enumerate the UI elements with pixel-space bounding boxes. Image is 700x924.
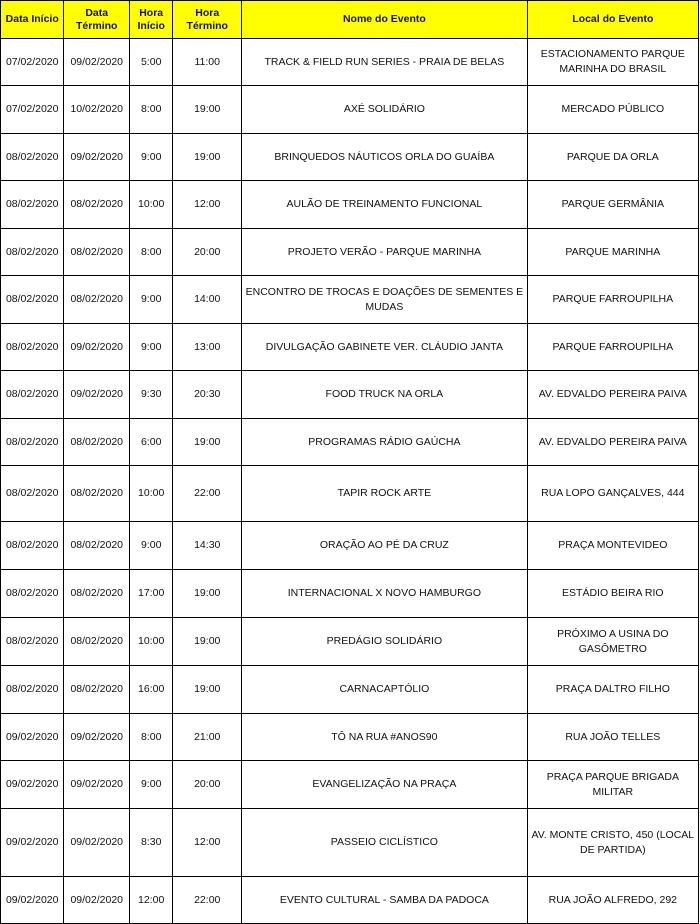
table-row bbox=[1, 39, 699, 86]
table-row bbox=[1, 181, 699, 229]
cell-data-inicio: 09/02/2020 bbox=[1, 714, 64, 761]
cell-data-termino: 09/02/2020 bbox=[64, 134, 130, 181]
cell-nome-evento: ORAÇÃO AO PÉ DA CRUZ bbox=[242, 522, 528, 570]
cell-local-evento: PRAÇA MONTEVIDEO bbox=[527, 522, 698, 570]
cell-nome-evento: INTERNACIONAL X NOVO HAMBURGO bbox=[242, 570, 528, 618]
cell-hora-inicio: 5:00 bbox=[130, 39, 173, 86]
cell-local-evento: AV. EDVALDO PEREIRA PAIVA bbox=[527, 419, 698, 466]
cell-data-termino: 09/02/2020 bbox=[64, 324, 130, 371]
cell-hora-inicio: 8:00 bbox=[130, 229, 173, 276]
cell-nome-evento: PREDÁGIO SOLIDÁRIO bbox=[242, 618, 528, 666]
cell-hora-inicio: 10:00 bbox=[130, 181, 173, 229]
cell-hora-inicio: 16:00 bbox=[130, 666, 173, 714]
cell-local-evento: MERCADO PÚBLICO bbox=[527, 86, 698, 134]
table-row bbox=[1, 466, 699, 522]
cell-nome-evento: CARNACAPTÓLIO bbox=[242, 666, 528, 714]
cell-nome-evento: TÔ NA RUA #ANOS90 bbox=[242, 714, 528, 761]
cell-hora-termino: 19:00 bbox=[173, 666, 242, 714]
cell-nome-evento: PROJETO VERÃO - PARQUE MARINHA bbox=[242, 229, 528, 276]
table-row bbox=[1, 570, 699, 618]
table-row bbox=[1, 86, 699, 134]
cell-hora-inicio: 12:00 bbox=[130, 877, 173, 924]
cell-data-inicio: 08/02/2020 bbox=[1, 618, 64, 666]
cell-local-evento: ESTÁDIO BEIRA RIO bbox=[527, 570, 698, 618]
cell-nome-evento: PROGRAMAS RÁDIO GAÚCHA bbox=[242, 419, 528, 466]
table-row bbox=[1, 761, 699, 809]
cell-local-evento: RUA JOÃO TELLES bbox=[527, 714, 698, 761]
cell-local-evento: PARQUE FARROUPILHA bbox=[527, 276, 698, 324]
cell-nome-evento: TRACK & FIELD RUN SERIES - PRAIA DE BELAS bbox=[242, 39, 528, 86]
cell-hora-termino: 21:00 bbox=[173, 714, 242, 761]
cell-nome-evento: AULÃO DE TREINAMENTO FUNCIONAL bbox=[242, 181, 528, 229]
cell-data-inicio: 08/02/2020 bbox=[1, 371, 64, 419]
cell-local-evento: RUA LOPO GANÇALVES, 444 bbox=[527, 466, 698, 522]
cell-data-termino: 10/02/2020 bbox=[64, 86, 130, 134]
cell-nome-evento: FOOD TRUCK NA ORLA bbox=[242, 371, 528, 419]
cell-local-evento: PRÓXIMO A USINA DO GASÔMETRO bbox=[527, 618, 698, 666]
cell-hora-termino: 12:00 bbox=[173, 809, 242, 877]
table-row bbox=[1, 324, 699, 371]
cell-data-termino: 08/02/2020 bbox=[64, 229, 130, 276]
header-row bbox=[1, 1, 699, 39]
cell-hora-termino: 11:00 bbox=[173, 39, 242, 86]
cell-local-evento: PARQUE GERMÂNIA bbox=[527, 181, 698, 229]
cell-data-inicio: 09/02/2020 bbox=[1, 877, 64, 924]
cell-data-termino: 08/02/2020 bbox=[64, 666, 130, 714]
cell-data-termino: 09/02/2020 bbox=[64, 714, 130, 761]
table-row bbox=[1, 276, 699, 324]
cell-nome-evento: PASSEIO CICLÍSTICO bbox=[242, 809, 528, 877]
cell-local-evento: PARQUE DA ORLA bbox=[527, 134, 698, 181]
cell-hora-termino: 14:30 bbox=[173, 522, 242, 570]
cell-data-inicio: 08/02/2020 bbox=[1, 229, 64, 276]
table-row bbox=[1, 419, 699, 466]
cell-data-inicio: 08/02/2020 bbox=[1, 666, 64, 714]
table-row bbox=[1, 666, 699, 714]
cell-data-inicio: 07/02/2020 bbox=[1, 86, 64, 134]
cell-data-inicio: 08/02/2020 bbox=[1, 134, 64, 181]
cell-local-evento: RUA JOÃO ALFREDO, 292 bbox=[527, 877, 698, 924]
table-row bbox=[1, 229, 699, 276]
cell-hora-inicio: 9:30 bbox=[130, 371, 173, 419]
table-row bbox=[1, 522, 699, 570]
table-row bbox=[1, 134, 699, 181]
cell-hora-termino: 19:00 bbox=[173, 134, 242, 181]
cell-data-termino: 08/02/2020 bbox=[64, 276, 130, 324]
cell-hora-termino: 12:00 bbox=[173, 181, 242, 229]
cell-local-evento: AV. MONTE CRISTO, 450 (LOCAL DE PARTIDA) bbox=[527, 809, 698, 877]
header-data-termino: Data Término bbox=[64, 1, 130, 39]
table-row bbox=[1, 809, 699, 877]
table-row bbox=[1, 371, 699, 419]
header-nome-evento: Nome do Evento bbox=[242, 1, 528, 39]
cell-hora-termino: 19:00 bbox=[173, 419, 242, 466]
cell-data-termino: 08/02/2020 bbox=[64, 419, 130, 466]
table-row bbox=[1, 877, 699, 924]
cell-data-termino: 08/02/2020 bbox=[64, 570, 130, 618]
cell-hora-inicio: 8:00 bbox=[130, 86, 173, 134]
table-row bbox=[1, 714, 699, 761]
cell-hora-termino: 14:00 bbox=[173, 276, 242, 324]
cell-hora-inicio: 9:00 bbox=[130, 324, 173, 371]
cell-local-evento: PRAÇA DALTRO FILHO bbox=[527, 666, 698, 714]
cell-data-termino: 09/02/2020 bbox=[64, 39, 130, 86]
cell-hora-inicio: 6:00 bbox=[130, 419, 173, 466]
cell-data-inicio: 09/02/2020 bbox=[1, 761, 64, 809]
cell-nome-evento: AXÉ SOLIDÁRIO bbox=[242, 86, 528, 134]
cell-data-termino: 08/02/2020 bbox=[64, 466, 130, 522]
cell-data-termino: 09/02/2020 bbox=[64, 761, 130, 809]
cell-data-inicio: 07/02/2020 bbox=[1, 39, 64, 86]
cell-nome-evento: BRINQUEDOS NÁUTICOS ORLA DO GUAÍBA bbox=[242, 134, 528, 181]
cell-hora-inicio: 8:30 bbox=[130, 809, 173, 877]
cell-data-termino: 09/02/2020 bbox=[64, 877, 130, 924]
cell-hora-termino: 22:00 bbox=[173, 466, 242, 522]
cell-hora-inicio: 17:00 bbox=[130, 570, 173, 618]
cell-data-inicio: 08/02/2020 bbox=[1, 276, 64, 324]
table-header bbox=[1, 1, 699, 39]
cell-hora-inicio: 9:00 bbox=[130, 761, 173, 809]
cell-data-termino: 08/02/2020 bbox=[64, 522, 130, 570]
header-hora-inicio: Hora Início bbox=[130, 1, 173, 39]
cell-local-evento: PRAÇA PARQUE BRIGADA MILITAR bbox=[527, 761, 698, 809]
cell-hora-termino: 19:00 bbox=[173, 618, 242, 666]
cell-hora-termino: 20:00 bbox=[173, 761, 242, 809]
cell-nome-evento: ENCONTRO DE TROCAS E DOAÇÕES DE SEMENTES E MUDAS bbox=[242, 276, 528, 324]
cell-data-termino: 09/02/2020 bbox=[64, 809, 130, 877]
cell-hora-inicio: 9:00 bbox=[130, 276, 173, 324]
cell-hora-termino: 20:00 bbox=[173, 229, 242, 276]
table-row bbox=[1, 618, 699, 666]
cell-hora-inicio: 8:00 bbox=[130, 714, 173, 761]
cell-nome-evento: DIVULGAÇÃO GABINETE VER. CLÁUDIO JANTA bbox=[242, 324, 528, 371]
cell-data-inicio: 08/02/2020 bbox=[1, 522, 64, 570]
header-hora-termino: Hora Término bbox=[173, 1, 242, 39]
cell-local-evento: PARQUE FARROUPILHA bbox=[527, 324, 698, 371]
cell-hora-inicio: 10:00 bbox=[130, 618, 173, 666]
cell-data-termino: 08/02/2020 bbox=[64, 181, 130, 229]
cell-hora-inicio: 10:00 bbox=[130, 466, 173, 522]
cell-data-termino: 08/02/2020 bbox=[64, 618, 130, 666]
cell-nome-evento: EVANGELIZAÇÃO NA PRAÇA bbox=[242, 761, 528, 809]
cell-data-inicio: 08/02/2020 bbox=[1, 466, 64, 522]
header-local-evento: Local do Evento bbox=[527, 1, 698, 39]
cell-data-termino: 09/02/2020 bbox=[64, 371, 130, 419]
cell-hora-inicio: 9:00 bbox=[130, 134, 173, 181]
cell-data-inicio: 08/02/2020 bbox=[1, 181, 64, 229]
cell-hora-termino: 20:30 bbox=[173, 371, 242, 419]
cell-hora-termino: 22:00 bbox=[173, 877, 242, 924]
cell-hora-inicio: 9:00 bbox=[130, 522, 173, 570]
cell-local-evento: AV. EDVALDO PEREIRA PAIVA bbox=[527, 371, 698, 419]
cell-local-evento: PARQUE MARINHA bbox=[527, 229, 698, 276]
cell-nome-evento: TAPIR ROCK ARTE bbox=[242, 466, 528, 522]
header-data-inicio: Data Início bbox=[1, 1, 64, 39]
cell-data-inicio: 08/02/2020 bbox=[1, 570, 64, 618]
cell-hora-termino: 19:00 bbox=[173, 570, 242, 618]
cell-data-inicio: 08/02/2020 bbox=[1, 419, 64, 466]
cell-nome-evento: EVENTO CULTURAL - SAMBA DA PADOCA bbox=[242, 877, 528, 924]
cell-hora-termino: 19:00 bbox=[173, 86, 242, 134]
table-body bbox=[1, 39, 699, 924]
cell-local-evento: ESTACIONAMENTO PARQUE MARINHA DO BRASIL bbox=[527, 39, 698, 86]
cell-data-inicio: 09/02/2020 bbox=[1, 809, 64, 877]
cell-data-inicio: 08/02/2020 bbox=[1, 324, 64, 371]
cell-hora-termino: 13:00 bbox=[173, 324, 242, 371]
